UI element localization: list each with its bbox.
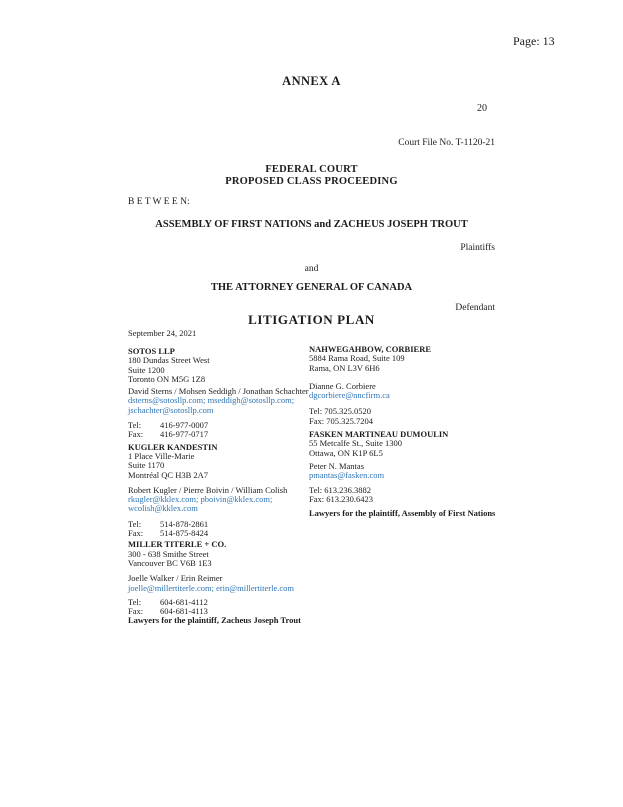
- firm-address-line: 180 Dundas Street West: [128, 355, 210, 366]
- lawyers-block-nahwegahbow: [309, 382, 519, 401]
- email-link[interactable]: dsterns@sotosllp.com; mseddigh@sotosllp.com;: [128, 395, 295, 406]
- phone-block-fasken: [309, 486, 519, 505]
- lawyer-names: Peter N. Mantas: [309, 460, 365, 471]
- tel-label: Tel:: [128, 420, 142, 431]
- left-counsel-footer: Lawyers for the plaintiff, Zacheus Joseph Trout: [128, 615, 301, 626]
- firm-block-nahwegahbow: [309, 345, 519, 373]
- document-title: LITIGATION PLAN: [248, 312, 375, 327]
- tel-number: Tel: 613.236.3882: [309, 484, 371, 495]
- firm-address-line: Suite 1200: [128, 364, 165, 375]
- firm-name: NAHWEGAHBOW, CORBIERE: [309, 344, 432, 354]
- fax-number: 416-977-0717: [160, 429, 209, 440]
- firm-block-sotos: [128, 347, 313, 384]
- phone-block-miller: [128, 598, 313, 626]
- plaintiffs-role-label: Plaintiffs: [460, 243, 495, 253]
- lawyers-block-fasken: [309, 462, 519, 481]
- fax-number: 514-875-8424: [160, 528, 209, 539]
- email-link[interactable]: dgcorbiere@nncfirm.ca: [309, 390, 390, 401]
- email-link[interactable]: rkugler@kklex.com; pboivin@kklex.com;: [128, 494, 273, 505]
- firm-address-line: Montréal QC H3B 2A7: [128, 469, 209, 480]
- court-name: FEDERAL COURT: [265, 164, 358, 175]
- fax-number: Fax: 613.230.6423: [309, 493, 373, 504]
- firm-name: SOTOS LLP: [128, 346, 175, 356]
- lawyer-names: David Sterns / Mohsen Seddigh / Jonathan Schachter: [128, 386, 309, 397]
- firm-address-line: Rama, ON L3V 6H6: [309, 362, 380, 373]
- defendant-name: THE ATTORNEY GENERAL OF CANADA: [210, 282, 413, 293]
- email-link[interactable]: wcolish@kklex.com: [128, 503, 198, 514]
- firm-address-line: 55 Metcalfe St., Suite 1300: [309, 438, 403, 449]
- tel-number: 604-681-4112: [160, 596, 208, 607]
- firm-address-line: 5884 Rama Road, Suite 109: [309, 353, 405, 364]
- firm-name: MILLER TITERLE + CO.: [128, 539, 227, 550]
- right-counsel-column: [309, 345, 519, 518]
- firm-block-kugler: [128, 443, 313, 480]
- proceeding-type: PROPOSED CLASS PROCEEDING: [225, 176, 398, 187]
- right-counsel-footer: Lawyers for the plaintiff, Assembly of First Nations: [309, 508, 496, 519]
- lawyer-names: Joelle Walker / Erin Reimer: [128, 573, 223, 584]
- firm-address-line: Toronto ON M5G 1Z8: [128, 373, 206, 384]
- document-page-number: 20: [477, 103, 487, 114]
- firm-address-line: 300 - 638 Smithe Street: [128, 548, 209, 559]
- fax-label: Fax:: [128, 528, 144, 539]
- fax-number: 604-681-4113: [160, 606, 208, 617]
- between-label: B E T W E E N:: [128, 197, 190, 207]
- tel-number: 416-977-0007: [160, 420, 209, 431]
- lawyer-names: Dianne G. Corbiere: [309, 380, 376, 391]
- conjunction-and: and: [304, 264, 319, 274]
- firm-address-line: Ottawa, ON K1P 6L5: [309, 447, 383, 458]
- lawyers-block-miller: [128, 574, 313, 593]
- page-number-header: Page: 13: [513, 34, 555, 48]
- firm-address-line: 1 Place Ville-Marie: [128, 450, 195, 461]
- annex-title: ANNEX A: [282, 74, 341, 88]
- phone-block-sotos: [128, 421, 313, 440]
- firm-name: FASKEN MARTINEAU DUMOULIN: [309, 429, 449, 440]
- phone-block-nahwegahbow: [309, 407, 519, 426]
- tel-number: Tel: 705.325.0520: [309, 406, 371, 417]
- firm-name: KUGLER KANDESTIN: [128, 441, 218, 452]
- lawyer-names: Robert Kugler / Pierre Boivin / William Colish: [128, 484, 288, 495]
- firm-block-fasken: [309, 430, 519, 458]
- fax-label: Fax:: [128, 429, 144, 440]
- lawyers-block-sotos: [128, 387, 313, 415]
- left-counsel-column: [128, 347, 313, 626]
- tel-label: Tel:: [128, 518, 142, 529]
- tel-number: 514-878-2861: [160, 518, 209, 529]
- firm-address-line: Suite 1170: [128, 460, 165, 471]
- plaintiffs-names: ASSEMBLY OF FIRST NATIONS and ZACHEUS JOSEPH TROUT: [155, 219, 468, 230]
- fax-label: Fax:: [128, 606, 144, 617]
- tel-label: Tel:: [128, 596, 142, 607]
- firm-block-miller: [128, 540, 313, 568]
- email-link[interactable]: jschachter@sotosllp.com: [128, 404, 214, 415]
- court-file-number: Court File No. T-1120-21: [398, 138, 495, 148]
- firm-address-line: Vancouver BC V6B 1E3: [128, 557, 212, 568]
- email-link[interactable]: pmantas@fasken.com: [309, 470, 385, 481]
- defendant-role-label: Defendant: [455, 303, 495, 313]
- document-date: September 24, 2021: [128, 328, 197, 338]
- phone-block-kugler: [128, 520, 313, 539]
- lawyers-block-kugler: [128, 486, 313, 514]
- fax-number: Fax: 705.325.7204: [309, 415, 373, 426]
- email-link[interactable]: joelle@millertiterle.com; erin@millertiterle.com: [128, 582, 294, 593]
